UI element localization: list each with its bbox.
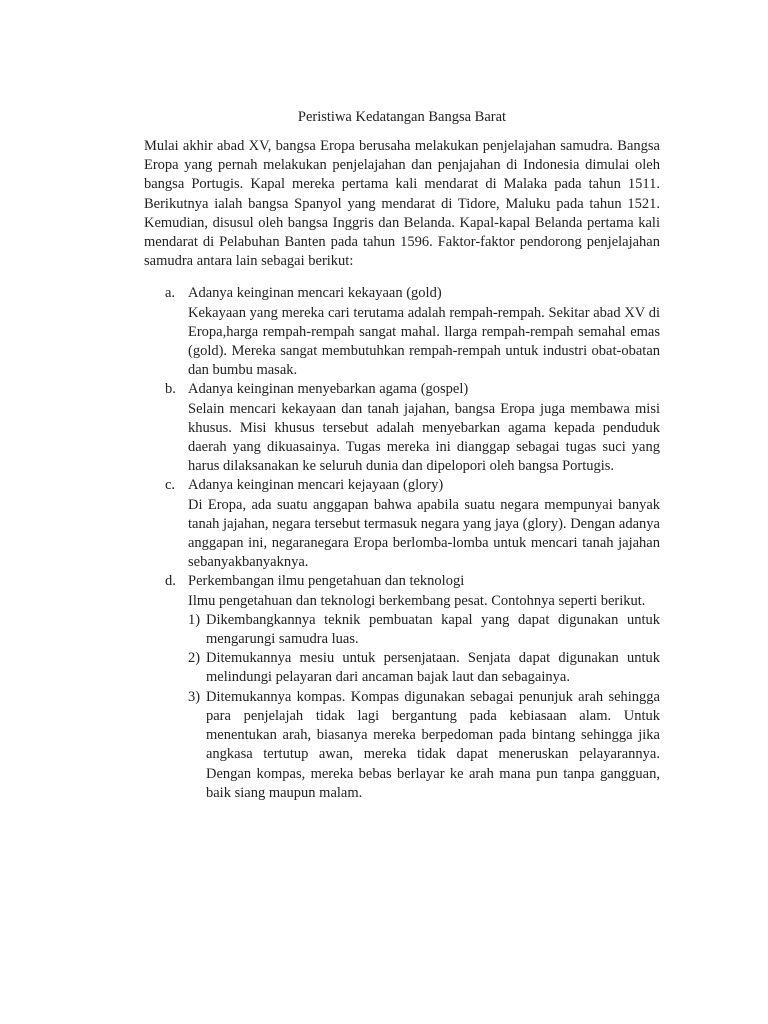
list-item-body: Di Eropa, ada suatu anggapan bahwa apabila suatu negara mempunyai banyak tanah jajahan, negara tersebut termasuk negara yang jaya (glory). Dengan adanya anggapan ini, negaranegara Eropa berlomba-lomba untuk mencari tanah jajahan sebanyakbanyaknya. (188, 496, 660, 571)
list-item-body: Selain mencari kekayaan dan tanah jajahan, bangsa Eropa juga membawa misi khusus. Misi khusus tersebut adalah menyebarkan agama kepada penduduk daerah yang dikuasainya. Tugas mereka ini dianggap sebagai tugas suci yang harus dilaksanakan ke seluruh dunia dan dipelopori oleh bangsa Portugis. (188, 400, 660, 475)
list-item-heading: Adanya keinginan mencari kejayaan (glory) (188, 477, 444, 494)
list-item-heading: Adanya keinginan mencari kekayaan (gold) (188, 285, 442, 302)
list-item-body: Kekayaan yang mereka cari terutama adalah rempah-rempah. Sekitar abad XV di Eropa,harga rempah-rempah sangat mahal. llarga rempah-rempah semahal emas (gold). Mereka sangat membutuhkan rempah-rempah untuk industri obat-obatan dan bumbu masak. (188, 304, 660, 379)
factor-list (144, 284, 660, 802)
sub-list-marker: 3) (188, 688, 201, 705)
list-item-d (144, 572, 660, 802)
sub-list (188, 611, 660, 803)
sub-list-text: Ditemukannya kompas. Kompas digunakan sebagai penunjuk arah sehingga para penjelajah tidak lagi bergantung pada kebiasaan alam. Untuk menentukan arah, biasanya mereka berpedoman pada bintang sehingga jika angkasa tertutup awan, mereka tidak dapat meneruskan pelayarannya. Dengan kompas, mereka bebas berlayar ke arah mana pun tanpa gangguan, baik siang maupun malam. (206, 688, 660, 801)
list-marker: a. (165, 285, 176, 302)
list-item-body: Ilmu pengetahuan dan teknologi berkembang pesat. Contohnya seperti berikut. (188, 592, 646, 609)
list-item-a (144, 284, 660, 380)
sub-list-marker: 1) (188, 611, 201, 628)
list-item-b (144, 380, 660, 476)
document-page (144, 108, 660, 803)
sub-list-item-1 (188, 611, 660, 649)
document-title: Peristiwa Kedatangan Bangsa Barat (297, 109, 507, 125)
list-marker: b. (165, 381, 176, 398)
list-marker: c. (165, 477, 176, 494)
list-item-heading: Adanya keinginan menyebarkan agama (gospel) (188, 381, 469, 398)
sub-list-item-2 (188, 649, 660, 687)
list-marker: d. (165, 573, 176, 590)
intro-paragraph: Mulai akhir abad XV, bangsa Eropa berusaha melakukan penjelajahan samudra. Bangsa Eropa yang pernah melakukan penjelajahan dan penjajahan di Indonesia dimulai oleh bangsa Portugis. Kapal mereka pertama kali mendarat di Malaka pada tahun 1511. Berikutnya ialah bangsa Spanyol yang mendarat di Tidore, Maluku pada tahun 1521. Kemudian, disusul oleh bangsa Inggris dan Belanda. Kapal-kapal Belanda pertama kali mendarat di Pelabuhan Banten pada tahun 1596. Faktor-faktor pendorong penjelajahan samudra antara lain sebagai berikut: (144, 138, 660, 270)
sub-list-text: Dikembangkannya teknik pembuatan kapal yang dapat digunakan untuk mengarungi samudra luas. (206, 611, 660, 648)
sub-list-marker: 2) (188, 650, 201, 667)
sub-list-item-3 (188, 688, 660, 803)
list-item-c (144, 476, 660, 572)
list-item-heading: Perkembangan ilmu pengetahuan dan teknologi (188, 573, 465, 590)
sub-list-text: Ditemukannya mesiu untuk persenjataan. Senjata dapat digunakan untuk melindungi pelayaran dari ancaman bajak laut dan sebagainya. (206, 650, 660, 686)
